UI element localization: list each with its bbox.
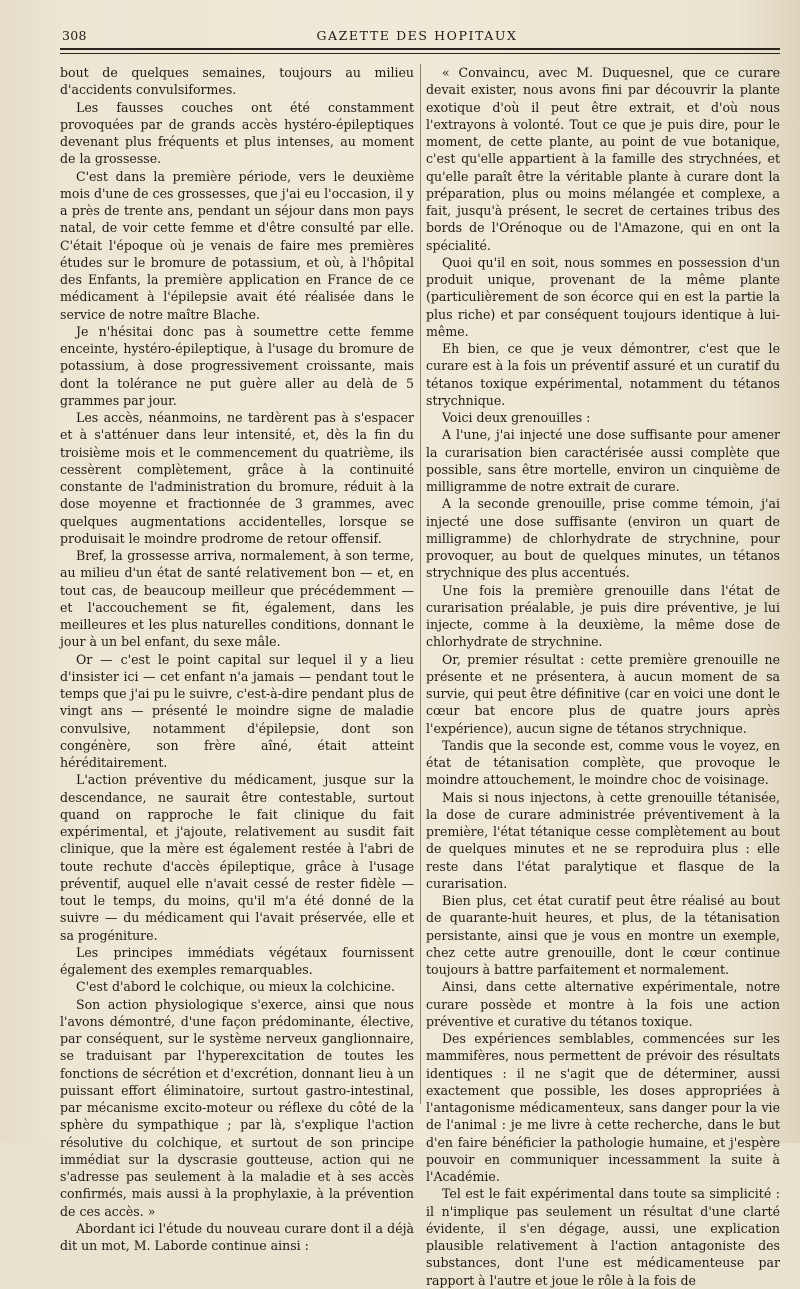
- paragraph: Ainsi, dans cette alternative expérimentale, notre curare possède et montre à la fois une action préventive et curative du tétanos toxique.: [426, 979, 780, 1029]
- paragraph: Une fois la première grenouille dans l'état de curarisation préalable, je puis dire préventive, je lui injecte, comme à la deuxième, la même dose de chlorhydrate de strychnine.: [426, 582, 780, 650]
- paragraph: bout de quelques semaines, toujours au milieu d'accidents convulsiformes.: [60, 65, 414, 98]
- paragraph: Des expériences semblables, commencées sur les mammifères, nous permettent de prévoir des résultats identiques : il ne s'agit que de déterminer, aussi exactement que possible, les doses appropriées à l'antagonisme médicamenteux, sans danger pour la vie de l'animal : je me livre à cette recherche, dans le but d'en faire bénéficier la pathologie humaine, et j'espère pouvoir en communiquer incessamment la suite à l'Académie.: [426, 1031, 780, 1184]
- paragraph: A la seconde grenouille, prise comme témoin, j'ai injecté une dose suffisante (environ un quart de milligramme) de chlorhydrate de strychnine, pour provoquer, au bout de quelques minutes, un tétanos strychnique des plus accentués.: [426, 496, 780, 581]
- paragraph: A l'une, j'ai injecté une dose suffisante pour amener la curarisation bien caractérisée aussi complète que possible, sans être mortelle, environ un cinquième de milligramme de notre extrait de curare.: [426, 427, 780, 494]
- paragraph: Mais si nous injectons, à cette grenouille tétanisée, la dose de curare administrée préventivement à la première, l'état tétanique cesse complètement au bout de quelques minutes et ne se reproduira plus : elle reste dans l'état paralytique et flasque de la curarisation.: [426, 789, 780, 891]
- page-number: 308: [62, 28, 87, 43]
- paragraph: Les principes immédiats végétaux fournissent également des exemples remarquables.: [60, 944, 414, 977]
- paragraph: Les accès, néanmoins, ne tardèrent pas à s'espacer et à s'atténuer dans leur intensité, et, dès la fin du troisième mois et le commencement du quatrième, ils cessèrent complètement, grâce à la continuité constante de l'administration du bromure, réduit à la dose moyenne et fractionnée de 3 grammes, avec quelques augmentations accidentelles, lorsque se produisait le moindre prodrome de retour offensif.: [60, 410, 414, 546]
- paragraph: Son action physiologique s'exerce, ainsi que nous l'avons démontré, d'une façon prédominante, élective, par conséquent, sur le système nerveux ganglionnaire, se traduisant par l'hyperexcitation de toutes les fonctions de sécrétion et d'excrétion, donnant lieu à un puissant effort éliminatoire, surtout gastro-intestinal, par mécanisme excito-moteur ou réflexe du côté de la sphère du sympathique ; par là, s'explique l'action résolutive du colchique, et surtout de son principe immédiat sur la dyscrasie goutteuse, action qui ne s'adresse pas seulement à la maladie et à ses accès confirmés, mais aussi à la prophylaxie, à la prévention de ces accès. »: [60, 996, 414, 1219]
- column-divider: [420, 64, 421, 1104]
- paragraph: Voici deux grenouilles :: [442, 410, 591, 425]
- paragraph: Tandis que la seconde est, comme vous le voyez, en état de tétanisation complète, que provoque le moindre attouchement, le moindre choc de voisinage.: [426, 737, 780, 788]
- paragraph: Les fausses couches ont été constamment provoquées par de grands accès hystéro-épileptiques devenant plus fréquents et plus intenses, au moment de la grossesse.: [60, 99, 414, 167]
- page-header: [56, 26, 778, 48]
- paragraph: Je n'hésitai donc pas à soumettre cette femme enceinte, hystéro-épileptique, à l'usage du bromure de potassium, à dose progressivement croissante, mais dont la tolérance ne put guère aller au delà de 5 grammes par jour.: [60, 323, 414, 408]
- left-column: [60, 64, 414, 1253]
- header-rule-thick: [60, 48, 780, 50]
- paragraph: Abordant ici l'étude du nouveau curare dont il a déjà dit un mot, M. Laborde continue ainsi :: [60, 1220, 414, 1253]
- paragraph: Eh bien, ce que je veux démontrer, c'est que le curare est à la fois un préventif assuré et un curatif du tétanos toxique expérimental, notamment du tétanos strychnique.: [426, 341, 780, 408]
- paragraph: C'est dans la première période, vers le deuxième mois d'une de ces grossesses, que j'ai eu l'occasion, il y a près de trente ans, pendant un séjour dans mon pays natal, de voir cette femme et d'être consulté par elle. C'était l'époque où je venais de faire mes premières études sur le bromure de potassium, et où, à l'hôpital des Enfants, la première application en France de ce médicament à l'épilepsie avait été réalisée dans le service de notre maître Blache.: [60, 168, 414, 322]
- paragraph: Quoi qu'il en soit, nous sommes en possession d'un produit unique, provenant de la même plante (particulièrement de son écorce qui en est la partie la plus riche) et par conséquent toujours identique à lui-même.: [426, 254, 780, 339]
- paragraph: Bien plus, cet état curatif peut être réalisé au bout de quarante-huit heures, et plus, de la tétanisation persistante, ainsi que je vous en montre un exemple, chez cette autre grenouille, dont le cœur continue toujours à battre parfaitement et normalement.: [426, 893, 780, 977]
- paragraph: Bref, la grossesse arriva, normalement, à son terme, au milieu d'un état de santé relativement bon — et, en tout cas, de beaucoup meilleur que précédemment — et l'accouchement se fit, également, dans les meilleures et les plus naturelles conditions, donnant le jour à un bel enfant, du sexe mâle.: [60, 548, 414, 650]
- paragraph: C'est d'abord le colchique, ou mieux la colchicine.: [76, 979, 395, 995]
- paragraph: Or, premier résultat : cette première grenouille ne présente et ne présentera, à aucun moment de sa survie, qui peut être définitive (car en voici une dont le cœur bat encore plus de quatre jours après l'expérience), aucun signe de tétanos strychnique.: [426, 651, 780, 736]
- running-title: GAZETTE DES HOPITAUX: [316, 28, 518, 43]
- paragraph: Tel est le fait expérimental dans toute sa simplicité : il n'implique pas seulement un résultat d'une clarté évidente, il s'en dégage, aussi, une explication plausible relativement à l'action antagoniste des substances, dont l'une est médicamenteuse par rapport à l'autre et joue le rôle à la fois de: [426, 1186, 780, 1288]
- paragraph: Or — c'est le point capital sur lequel il y a lieu d'insister ici — cet enfant n'a jamais — pendant tout le temps que j'ai pu le suivre, c'est-à-dire pendant plus de vingt ans — présenté le moindre signe de maladie convulsive, notamment d'épilepsie, dont son congénère, son frère aîné, était atteint héréditairement.: [60, 651, 414, 770]
- paragraph: L'action préventive du médicament, jusque sur la descendance, ne saurait être contestable, surtout quand on rapproche le fait clinique du fait expérimental, et j'ajoute, relativement au susdit fait clinique, que la mère est également restée à l'abri de toute rechute d'accès épileptique, grâce à l'usage préventif, auquel elle n'avait cessé de rester fidèle — tout le temps, du moins, qu'il m'a été donné de la suivre — du médicament qui l'avait préservée, elle et sa progéniture.: [60, 772, 414, 943]
- right-column: [426, 64, 780, 1288]
- header-rule-thin: [60, 53, 780, 54]
- paragraph: « Convaincu, avec M. Duquesnel, que ce curare devait exister, nous avons fini par découvrir la plante exotique d'où il peut être extrait, et d'où nous l'extrayons à volonté. Tout ce que je puis dire, pour le moment, de cette plante, au point de vue botanique, c'est qu'elle appartient à la famille des strychnées, et qu'elle paraît être la véritable plante à curare dont la préparation, plus ou moins mélangée et complexe, a fait, jusqu'à présent, le secret de certaines tribus des bords de l'Orénoque ou de l'Amazone, qui en ont la spécialité.: [426, 65, 780, 253]
